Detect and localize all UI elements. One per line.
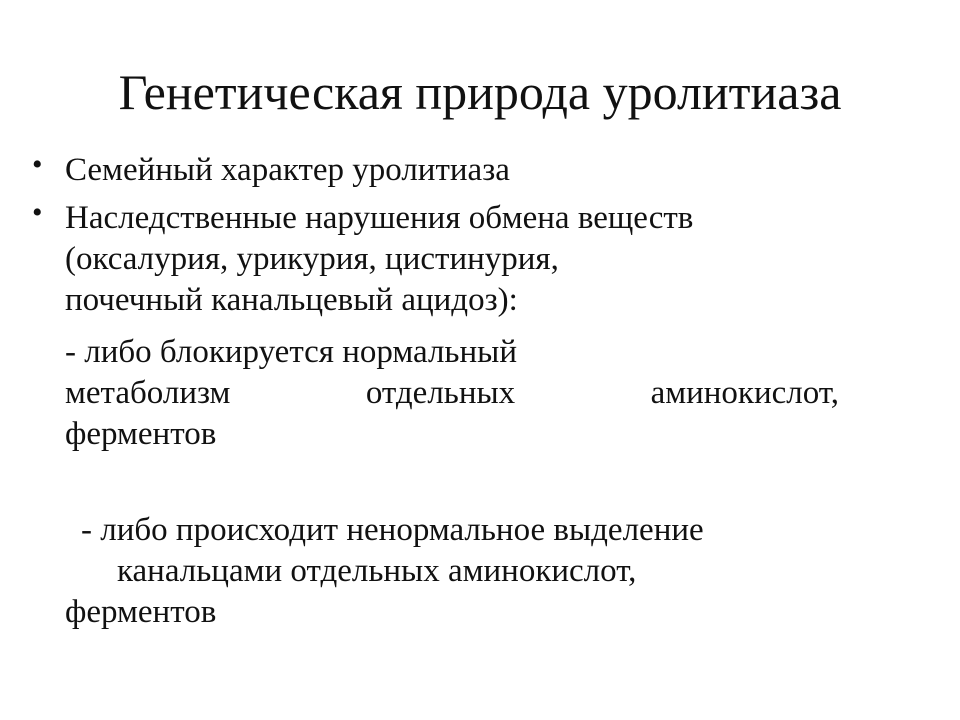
paragraph-line: ферментов [65, 416, 217, 452]
paragraph-line: - либо блокируется нормальный [65, 334, 517, 370]
paragraph-line: канальцами отдельных аминокислот, [117, 553, 637, 589]
bullet-line: Семейный характер уролитиаза [65, 152, 510, 188]
paragraph-line: ферментов [65, 594, 217, 630]
bullet-line: (оксалурия, урикурия, цистинурия, [65, 241, 559, 277]
bullet-text [65, 150, 510, 191]
slide-title: Генетическая природа уролитиаза [118, 64, 842, 120]
bullet-line: Наследственные нарушения обмена веществ [65, 200, 694, 236]
bullet-line: почечный канальцевый ацидоз): [65, 282, 518, 318]
bullet-text [65, 198, 693, 321]
bullet-dot-icon: • [32, 196, 43, 229]
paragraph-line: метаболизм отдельных аминокислот, [65, 375, 839, 411]
paragraph-abnormal-excretion [65, 510, 704, 633]
bullet-dot-icon: • [32, 148, 43, 181]
paragraph-blocked-metabolism [65, 332, 839, 455]
paragraph-line: - либо происходит ненормальное выделение [81, 512, 704, 548]
